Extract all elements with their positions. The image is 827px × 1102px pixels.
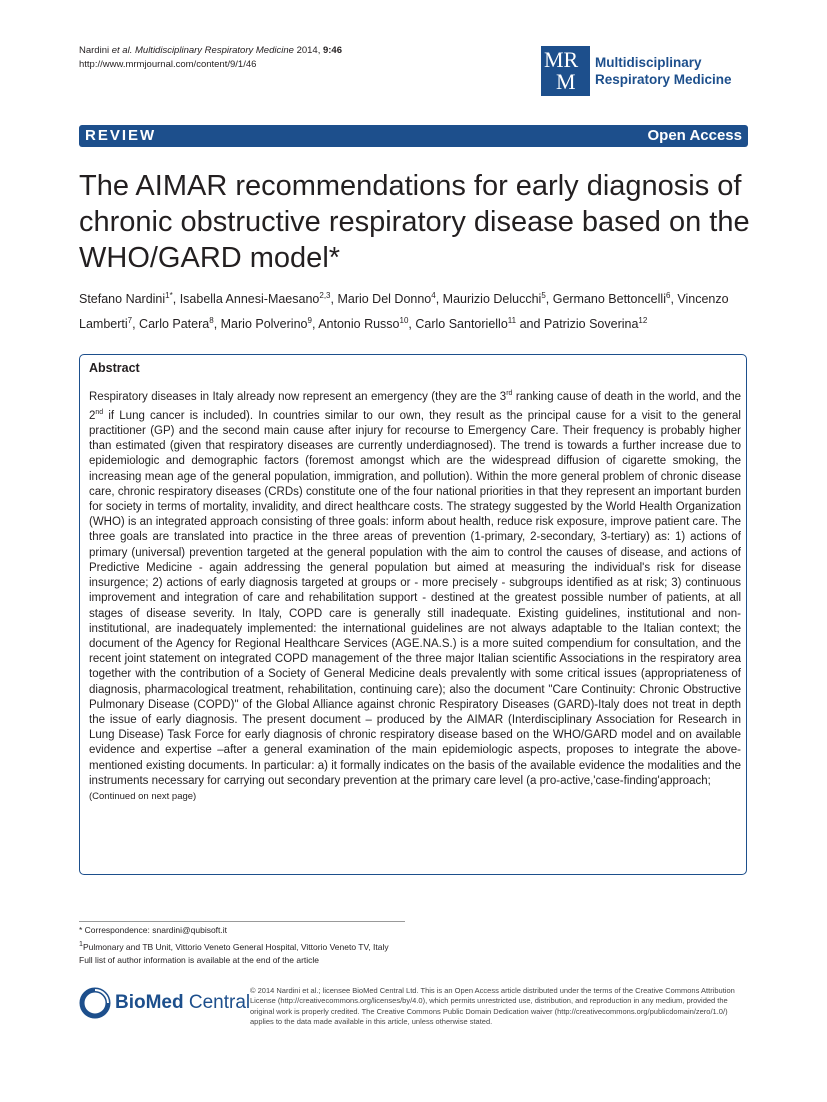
author-affiliation: 4 <box>431 291 436 300</box>
author-name: Stefano Nardini <box>79 292 166 307</box>
author-name: Vincenzo Lamberti <box>79 292 729 332</box>
citation-line <box>79 44 342 58</box>
logo-letters-top: MR <box>544 47 579 72</box>
citation-year: 2014, <box>296 45 321 56</box>
abstract-box <box>79 354 747 875</box>
bmc-bold: BioMed <box>115 992 184 1013</box>
author-affiliation: 11 <box>507 316 517 326</box>
journal-name <box>595 54 732 88</box>
author <box>139 317 214 331</box>
license-statement: © 2014 Nardini et al.; licensee BioMed Central Ltd. This is an Open Access article distributed under the terms of the Creative Commons Attribution License (http://creativecommons.org/licenses/by/4.0), which permits unrestricted use, distribution, and reproduction in any medium, provided the original work is properly credited. The Creative Commons Public Domain Dedication waiver (http://creativecommons.org/publicdomain/zero/1.0/) applies to the data made available in this article, unless otherwise stated. <box>250 986 735 1026</box>
author-separator: , <box>435 292 443 307</box>
open-access-label: Open Access <box>647 127 742 144</box>
footnote-divider <box>79 921 405 922</box>
author-separator: , <box>132 317 140 332</box>
author <box>221 317 312 331</box>
author <box>337 292 435 306</box>
mrm-logo-mark <box>541 46 590 96</box>
author-separator: , <box>213 317 221 332</box>
article-type-banner <box>79 125 748 147</box>
abstract-text-3: if Lung cancer is included). In countries similar to our own, they result as the principal cause for a visit to the general practitioner (GP) and the second main cause after injury for recourse to Emergency Care. Their frequency is probably higher than estimated (given that respiratory diseases are currently underdiagnosed). The trend is towards a further increase due to epidemiologic and demographic factors (foremost amongst which are the widespread diffusion of cigarette smoking, the increasing mean age of the general population, immigration, and pollution). Within the more general problem of chronic disease care, chronic respiratory diseases (CRDs) constitute one of the four national priorities in that they represent an important burden for society in terms of mortality, invalidity, and direct healthcare costs. The strategy suggested by the World Health Organization (WHO) is an integrated approach consisting of three goals: inform about health, reduce risk exposure, improve patient care. The three goals are translated into practice in the three areas of prevention (1-primary, 2-secondary, 3-tertiary) as: 1) actions of primary (universal) prevention targeted at the general population with the aim to control the causes of disease, and actions of Predictive Medicine - again addressing the general population but aimed at measuring the individual's risk for disease insurgence; 2) actions of early diagnosis targeted at groups or - more precisely - subgroups identified as at risk; 3) continuous improvement and integration of care and rehabilitation support - destined at the greatest possible number of patients, at all stages of disease severity. In Italy, COPD care is generally still inadequate. Existing guidelines, institutional and non-institutional, are inadequately implemented: the international guidelines are not always adaptable to the Italian context; the document of the Agency for Regional Healthcare Services (AGE.NA.S.) is a more suited compendium for consultation, and the recent joint statement on integrated COPD management of the three major Italian scientific Associations in the respiratory area together with the contribution of a Society of General Medicine deals prevalently with some critical issues (appropriateness of diagnosis, pharmacological treatment, rehabilitation, continuing care); also the document "Care Continuity: Chronic Obstructive Pulmonary Disease (COPD)" of the Global Alliance against chronic Respiratory Diseases (GARD)-Italy does not treat in depth the issue of early diagnosis. The present document – produced by the AIMAR (Interdisciplinary Association for Research in Lung Disease) Task Force for early diagnosis of chronic respiratory disease based on the WHO/GARD model and on available evidence and expertise –after a general examination of the main epidemiologic aspects, proposes to integrate the above-mentioned existing documents. In particular: a) it formally indicates on the basis of the available evidence the modalities and the instruments necessary for carrying out secondary prevention at the primary care level (a pro-active,'case-finding'approach; <box>89 409 741 787</box>
citation-journal: Multidisciplinary Respiratory Medicine <box>135 45 294 56</box>
author-affiliation: 10 <box>399 316 409 326</box>
author-separator: , <box>545 292 553 307</box>
abstract-text-2: ranking cause of death in the world, and the 2 <box>89 390 741 422</box>
author-name: Isabella Annesi-Maesano <box>179 292 320 307</box>
author-name: Patrizio Soverina <box>543 317 639 332</box>
citation-issue: 9:46 <box>322 45 342 56</box>
author <box>318 317 408 331</box>
correspondence[interactable]: * Correspondence: snardini@qubisoft.it <box>79 925 228 935</box>
citation-header <box>79 44 342 72</box>
article-url[interactable]: http://www.mrmjournal.com/content/9/1/46 <box>79 59 257 70</box>
author-name: Antonio Russo <box>318 317 400 332</box>
author-affiliation: 1* <box>165 291 173 300</box>
abstract-heading: Abstract <box>89 361 140 375</box>
author-name: Germano Bettoncelli <box>552 292 666 307</box>
author-separator: , <box>172 292 180 307</box>
author-name: Carlo Patera <box>139 317 210 332</box>
citation-author: Nardini <box>79 45 110 56</box>
author-separator: and <box>516 317 544 332</box>
author-name: Mario Polverino <box>220 317 308 332</box>
biomed-central-logo[interactable] <box>79 985 249 1025</box>
logo-letters-bottom: M <box>556 69 576 94</box>
author-info-note: Full list of author information is available at the end of the article <box>79 954 320 965</box>
citation-etal: et al. <box>111 45 133 56</box>
bmc-regular: Central <box>183 992 251 1013</box>
author-affiliation: 5 <box>541 291 546 300</box>
biomed-central-icon <box>79 987 111 1019</box>
author <box>443 292 546 306</box>
article-title: The AIMAR recommendations for early diagnosis of chronic obstructive respiratory disease based on the WHO/GARD model* <box>79 170 750 274</box>
author-separator: , <box>670 292 678 307</box>
author-list <box>79 285 759 335</box>
journal-name-line1: Multidisciplinary <box>595 55 702 70</box>
footnotes <box>79 925 419 968</box>
journal-name-line2: Respiratory Medicine <box>595 72 732 87</box>
author <box>415 317 516 331</box>
affiliation-mark: 1 <box>79 939 83 948</box>
author-name: Carlo Santoriello <box>415 317 508 332</box>
author-separator: , <box>408 317 416 332</box>
author-affiliation: 8 <box>209 316 214 326</box>
author <box>180 292 331 306</box>
author-separator: , <box>311 317 319 332</box>
author-affiliation: 7 <box>127 316 133 326</box>
abstract-sup-nd: nd <box>95 409 104 417</box>
author-affiliation: 2,3 <box>319 291 331 300</box>
author-separator: , <box>330 292 338 307</box>
biomed-central-wordmark <box>115 992 250 1014</box>
author <box>544 317 647 331</box>
continued-note: (Continued on next page) <box>89 790 197 802</box>
author <box>553 292 671 306</box>
abstract-body <box>89 386 741 804</box>
author-affiliation: 6 <box>665 291 671 300</box>
author-affiliation: 9 <box>307 316 312 326</box>
journal-logo[interactable] <box>541 46 749 98</box>
author-affiliation: 12 <box>638 316 648 326</box>
author-name: Maurizio Delucchi <box>442 292 542 307</box>
article-type: REVIEW <box>85 127 157 144</box>
author <box>79 292 173 306</box>
affiliation-1 <box>79 939 419 953</box>
abstract-sup-rd: rd <box>506 390 513 397</box>
abstract-text-1: Respiratory diseases in Italy already now represent an emergency (they are the 3 <box>89 390 507 403</box>
author-name: Mario Del Donno <box>337 292 432 307</box>
affiliation-text: Pulmonary and TB Unit, Vittorio Veneto General Hospital, Vittorio Veneto TV, Italy <box>82 941 389 952</box>
